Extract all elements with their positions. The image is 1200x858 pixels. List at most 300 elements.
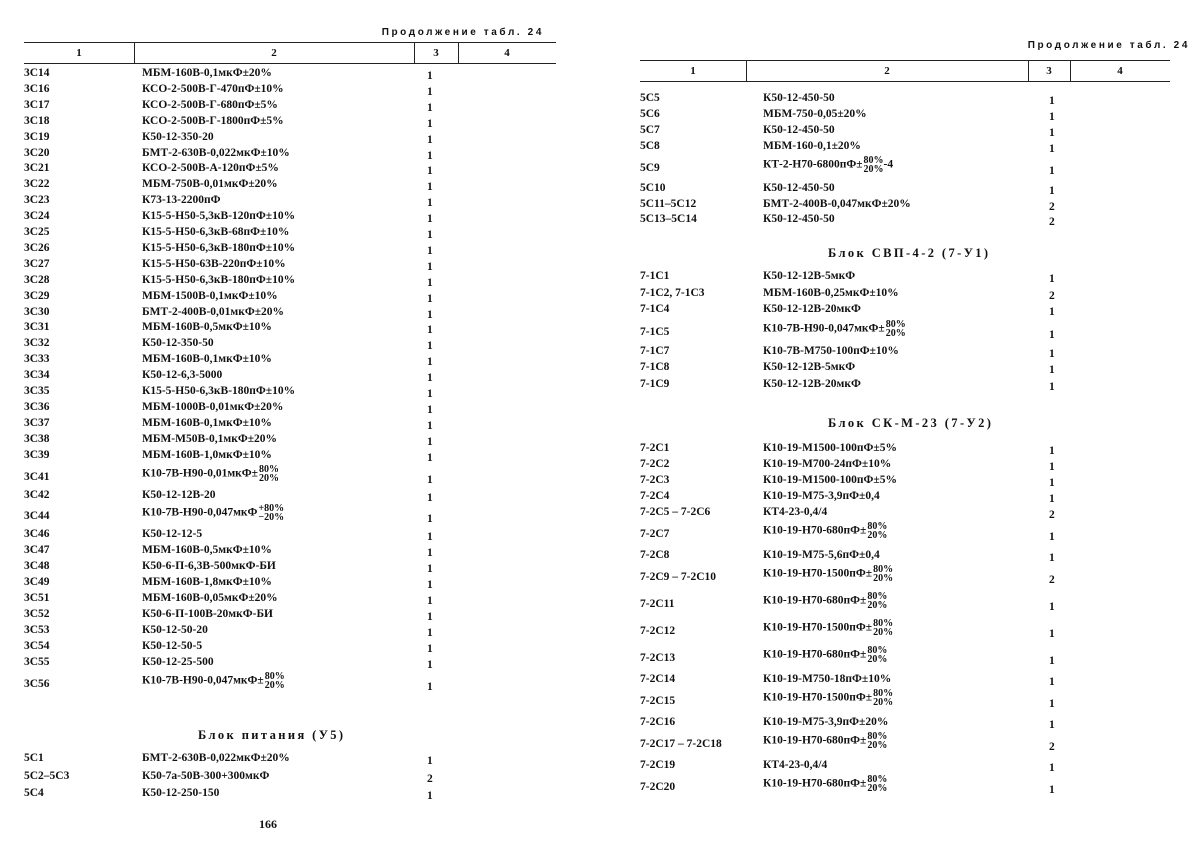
- table-row: [0, 337, 560, 353]
- table-row: [630, 522, 1200, 549]
- part-text: БМТ-2-630В-0,022мкФ±10%: [142, 146, 290, 159]
- part-text: К50-12-450-50: [763, 123, 835, 136]
- quantity: 1: [1049, 628, 1055, 640]
- quantity: 1: [427, 70, 433, 82]
- ref-designator: 3С32: [24, 337, 50, 350]
- part-spec: [763, 270, 855, 282]
- tolerance-lower: 20%: [867, 600, 888, 611]
- part-spec: [763, 108, 867, 120]
- part-spec: [142, 672, 285, 690]
- ref-designator: 3С49: [24, 576, 50, 589]
- tolerance-upper: 80%: [873, 618, 894, 629]
- quantity: 1: [427, 260, 433, 273]
- part-text: К50-12-6,3-5000: [142, 369, 223, 382]
- tolerance-lower: −20%: [258, 512, 285, 524]
- ref-designator: 7-2С20: [640, 781, 676, 793]
- ref-designator: 5С13–5С14: [640, 213, 697, 226]
- quantity: 1: [427, 101, 433, 114]
- quantity: 1: [1049, 719, 1055, 731]
- part-text: МБМ-160В-1,0мкФ±10%: [142, 448, 272, 461]
- quantity: 1: [1049, 364, 1055, 376]
- tolerance-upper: 80%: [863, 154, 884, 166]
- part-text: К50-12-50-20: [142, 623, 208, 636]
- part-spec: [142, 592, 278, 604]
- ref-designator: 3С35: [24, 385, 50, 397]
- ref-designator: 7-1С7: [640, 344, 670, 357]
- part-text: К50-12-12В-20мкФ: [763, 303, 861, 315]
- ref-designator: 3С37: [24, 416, 50, 429]
- part-text: К73-13-2200пФ: [142, 194, 221, 207]
- table-row: [630, 303, 1200, 320]
- table-row: [0, 385, 560, 401]
- table-row: [0, 640, 560, 656]
- table-row: [0, 83, 560, 99]
- part-spec: [763, 549, 880, 561]
- quantity: 1: [1049, 142, 1055, 155]
- part-spec: [142, 99, 278, 111]
- part-text: К50-12-450-50: [763, 181, 835, 194]
- quantity: 1: [427, 642, 433, 655]
- table-row: [630, 140, 1200, 156]
- table-row: [0, 592, 560, 608]
- part-spec: [763, 716, 888, 728]
- part-spec: [763, 182, 835, 194]
- ref-designator: 7-2С5 – 7-2С6: [640, 506, 711, 518]
- table-row: [0, 274, 560, 290]
- part-spec: [763, 320, 906, 338]
- part-text: К10-19-Н70-680пФ±: [763, 777, 867, 790]
- quantity: 1: [427, 213, 433, 226]
- quantity: 2: [1049, 200, 1055, 213]
- quantity: 1: [1049, 601, 1055, 613]
- part-spec: [142, 787, 219, 799]
- quantity: 1: [427, 356, 433, 369]
- part-text: К50-12-12В-20: [142, 488, 216, 501]
- ref-designator: 7-2С8: [640, 549, 670, 561]
- table-row: [0, 544, 560, 560]
- part-text: К15-5-Н50-6,3кВ-180пФ±10%: [142, 241, 296, 254]
- ref-designator: 7-1С8: [640, 361, 670, 373]
- part-spec: [763, 759, 827, 771]
- part-spec: [763, 474, 897, 486]
- part-spec: [142, 162, 279, 174]
- table-row: [630, 490, 1200, 506]
- tolerance-fraction: [873, 689, 893, 707]
- ref-designator: 3С23: [24, 194, 50, 207]
- ref-designator: 3С28: [24, 273, 50, 286]
- quantity: 1: [427, 473, 433, 486]
- part-text: МБМ-750-0,05±20%: [763, 107, 867, 120]
- table-row: [0, 306, 560, 322]
- ref-designator: 3С14: [24, 67, 50, 79]
- ref-designator: 3С33: [24, 353, 50, 366]
- part-text: К15-5-Н50-6,3кВ-68пФ±10%: [142, 226, 290, 238]
- part-text: КТ4-23-0,4/4: [763, 759, 828, 771]
- part-text: К50-12-50-5: [142, 639, 203, 652]
- quantity: 1: [1049, 477, 1055, 489]
- table-row: [630, 592, 1200, 619]
- table-row: [630, 619, 1200, 646]
- tolerance-upper: 80%: [873, 688, 894, 699]
- quantity: 1: [1049, 347, 1055, 360]
- table-row: [630, 759, 1200, 775]
- quantity: 1: [427, 388, 433, 400]
- table-row: [0, 210, 560, 226]
- part-spec: [763, 92, 835, 104]
- quantity: 1: [427, 181, 433, 194]
- quantity: 1: [427, 435, 433, 448]
- tolerance-fraction: [886, 320, 906, 338]
- ref-designator: 3С56: [24, 677, 50, 690]
- ref-designator: 3С42: [24, 488, 50, 501]
- tolerance-fraction: [258, 504, 284, 522]
- part-text: КСО-2-500В-А-120пФ±5%: [142, 162, 279, 175]
- ref-designator: 3С34: [24, 369, 50, 382]
- part-spec: [142, 115, 284, 127]
- quantity: 1: [427, 579, 433, 592]
- ref-designator: 3С27: [24, 257, 50, 270]
- part-spec: [763, 213, 835, 225]
- quantity: 2: [1049, 741, 1055, 753]
- header-col-2: 2: [884, 65, 890, 77]
- quantity: 1: [1049, 784, 1055, 796]
- part-spec: [142, 321, 272, 333]
- ref-designator: 3С55: [24, 655, 50, 668]
- ref-designator: 7-1С5: [640, 325, 670, 338]
- table-row: [630, 646, 1200, 673]
- table-header: [640, 60, 1170, 82]
- quantity: 2: [1049, 509, 1055, 521]
- header-col-4: 4: [504, 47, 510, 59]
- part-text: К50-12-250-150: [142, 787, 220, 799]
- part-text: К50-6-П-100В-20мкФ-БИ: [142, 607, 273, 620]
- ref-designator: 3С22: [24, 178, 50, 191]
- part-text: К10-19-М75-3,9пФ±0,4: [763, 490, 880, 502]
- part-text: К10-19-Н70-680пФ±: [763, 594, 867, 607]
- ref-designator: 3С16: [24, 82, 50, 95]
- part-text: МБМ-160В-0,1мкФ±10%: [142, 416, 272, 429]
- part-spec: [142, 489, 216, 501]
- quantity: 1: [1049, 552, 1055, 564]
- part-spec: [763, 490, 880, 502]
- quantity: 1: [1049, 676, 1055, 688]
- part-text: МБМ-1000В-0,01мкФ±20%: [142, 400, 284, 413]
- table-row: [630, 182, 1200, 198]
- part-spec: [763, 303, 861, 315]
- tolerance-lower: 20%: [867, 783, 888, 794]
- quantity: 1: [427, 308, 433, 321]
- tolerance-fraction: [873, 565, 893, 583]
- part-spec: [142, 576, 272, 588]
- part-text: К50-12-350-50: [142, 337, 214, 350]
- part-spec: [142, 656, 214, 668]
- quantity: 1: [1049, 306, 1055, 318]
- part-spec: [142, 83, 284, 95]
- ref-designator: 3С52: [24, 607, 50, 620]
- table-row: [0, 67, 560, 83]
- ref-designator: 3С18: [24, 114, 50, 127]
- part-text: МБМ-М50В-0,1мкФ±20%: [142, 432, 278, 445]
- ref-designator: 7-1С1: [640, 270, 670, 282]
- quantity: 1: [427, 790, 433, 802]
- header-col-1: 1: [690, 65, 696, 77]
- table-row: [0, 787, 560, 805]
- part-text: МБМ-160В-0,1мкФ±20%: [142, 67, 272, 79]
- quantity: 1: [1049, 493, 1055, 505]
- ref-designator: 5С10: [640, 181, 666, 194]
- ref-designator: 3С39: [24, 448, 50, 461]
- part-spec: [763, 378, 861, 390]
- table-row: [0, 369, 560, 385]
- quantity: 1: [1049, 698, 1055, 710]
- part-text: К15-5-Н50-6,3кВ-180пФ±10%: [142, 385, 296, 397]
- part-text: К50-12-450-50: [763, 213, 835, 226]
- quantity: 1: [427, 292, 433, 305]
- part-spec: [142, 306, 284, 318]
- table-row: [0, 672, 560, 696]
- ref-designator: 7-2С14: [640, 673, 676, 685]
- quantity: 2: [1049, 289, 1055, 302]
- part-spec: [142, 608, 273, 620]
- part-text: КСО-2-500В-Г-470пФ±10%: [142, 82, 284, 95]
- part-spec: [142, 433, 277, 445]
- quantity: 1: [1049, 380, 1055, 393]
- part-text: К10-19-М1500-100пФ±5%: [763, 442, 897, 454]
- ref-designator: 3С21: [24, 162, 50, 175]
- left-page: [0, 0, 560, 858]
- table-row: [0, 226, 560, 242]
- part-text: МБМ-160В-0,05мкФ±20%: [142, 592, 278, 604]
- part-spec: [763, 522, 887, 540]
- quantity: 1: [427, 117, 433, 130]
- quantity: 1: [427, 419, 433, 432]
- part-text: К50-12-25-500: [142, 655, 214, 668]
- table-row: [630, 673, 1200, 689]
- part-text: МБМ-1500В-0,1мкФ±10%: [142, 289, 278, 302]
- quantity: 1: [427, 165, 433, 178]
- table-row: [630, 270, 1200, 287]
- table-row: [630, 361, 1200, 378]
- quantity: 1: [1049, 273, 1055, 285]
- quantity: 1: [427, 149, 433, 162]
- part-text: МБМ-160В-0,5мкФ±10%: [142, 321, 272, 334]
- section-title: Блок СВП-4-2 (7-У1): [828, 246, 991, 260]
- page-number: 166: [259, 817, 277, 831]
- ref-designator: 3С46: [24, 528, 50, 541]
- table-row: [630, 549, 1200, 565]
- quantity: 2: [1049, 574, 1055, 586]
- ref-designator: 5С8: [640, 139, 660, 152]
- ref-designator: 3С44: [24, 510, 50, 523]
- tolerance-upper: 80%: [867, 521, 888, 532]
- table-row: [630, 92, 1200, 108]
- table-row: [0, 433, 560, 449]
- quantity: 1: [427, 563, 433, 576]
- part-spec: [142, 210, 295, 222]
- table-row: [630, 458, 1200, 474]
- part-spec: [142, 544, 272, 556]
- table-row: [0, 131, 560, 147]
- table-row: [0, 353, 560, 369]
- part-spec: [763, 673, 891, 685]
- ref-designator: 3С48: [24, 560, 50, 573]
- part-spec: [142, 274, 295, 286]
- table-row: [0, 417, 560, 433]
- tolerance-fraction: [867, 732, 887, 750]
- table-row: [0, 489, 560, 505]
- part-text: К10-19-М1500-100пФ±5%: [763, 474, 897, 486]
- part-spec: [763, 156, 893, 174]
- part-spec: [142, 465, 279, 483]
- tolerance-lower: 20%: [264, 679, 285, 691]
- part-text: К10-7В-Н90-0,047мкФ±: [763, 322, 885, 335]
- quantity: 1: [1049, 184, 1055, 197]
- part-spec: [142, 337, 214, 349]
- tolerance-lower: 20%: [867, 654, 888, 665]
- part-spec: [142, 178, 278, 190]
- table-row: [0, 258, 560, 274]
- quantity: 1: [1049, 95, 1055, 107]
- quantity: 1: [1049, 110, 1055, 123]
- part-text: МБМ-750В-0,01мкФ±20%: [142, 178, 278, 191]
- tolerance-lower: 20%: [863, 163, 884, 175]
- ref-designator: 7-2С16: [640, 716, 676, 728]
- part-text: К50-12-12В-5мкФ: [763, 270, 856, 282]
- table-row: [630, 775, 1200, 802]
- quantity: 2: [1049, 216, 1055, 229]
- ref-designator: 7-2С3: [640, 474, 670, 486]
- part-text: БМТ-2-630В-0,022мкФ±20%: [142, 752, 290, 764]
- part-spec: [763, 287, 899, 299]
- part-spec: [763, 345, 899, 357]
- part-spec: [142, 770, 269, 782]
- table-row: [630, 156, 1200, 182]
- table-row: [630, 716, 1200, 732]
- tolerance-fraction: [867, 522, 887, 540]
- part-text: К10-19-Н70-680пФ±: [763, 648, 867, 661]
- quantity: 1: [1049, 655, 1055, 667]
- tolerance-upper: 80%: [873, 564, 894, 575]
- table-row: [630, 108, 1200, 124]
- part-text: К50-12-12-5: [142, 528, 203, 541]
- ref-designator: 5С5: [640, 92, 660, 104]
- part-spec: [142, 752, 290, 764]
- continuation-label: Продолжение табл. 24: [381, 27, 544, 38]
- header-col-2: 2: [271, 47, 277, 59]
- ref-designator: 3С31: [24, 321, 50, 334]
- part-spec: [142, 560, 276, 572]
- tolerance-upper: +80%: [258, 503, 285, 515]
- table-row: [630, 287, 1200, 304]
- quantity: 1: [427, 610, 433, 623]
- part-spec: [142, 226, 289, 238]
- part-spec: [142, 401, 283, 413]
- header-col-3: 3: [433, 47, 439, 59]
- ref-designator: 7-2С9 – 7-2С10: [640, 571, 717, 583]
- tolerance-fraction: [265, 672, 285, 690]
- quantity: 1: [427, 244, 433, 257]
- table-row: [0, 528, 560, 544]
- ref-designator: 3С25: [24, 226, 50, 238]
- part-spec: [763, 442, 897, 454]
- part-spec: [763, 361, 855, 373]
- tolerance-upper: 80%: [885, 318, 906, 330]
- tolerance-upper: 80%: [258, 463, 279, 475]
- part-text: К10-19-Н70-1500пФ±: [763, 621, 873, 634]
- ref-designator: 5С9: [640, 161, 660, 174]
- table-header: [24, 42, 556, 64]
- ref-designator: 5С11–5С12: [640, 197, 697, 210]
- tolerance-upper: 80%: [867, 645, 888, 656]
- table-row: [0, 99, 560, 115]
- part-spec: [763, 619, 893, 637]
- ref-designator: 7-2С4: [640, 490, 670, 502]
- table-row: [0, 147, 560, 163]
- tolerance-upper: 80%: [867, 591, 888, 602]
- part-spec: [142, 504, 284, 522]
- tolerance-lower: 20%: [873, 627, 894, 638]
- part-text: МБМ-160В-0,5мкФ±10%: [142, 544, 272, 557]
- part-text: К10-19-Н70-1500пФ±: [763, 691, 873, 704]
- part-text: К10-19-М75-5,6пФ±0,4: [763, 549, 880, 561]
- tolerance-lower: 20%: [867, 740, 888, 751]
- ref-designator: 5С6: [640, 107, 660, 120]
- table-row: [630, 565, 1200, 592]
- part-spec: [763, 506, 827, 518]
- part-text: МБМ-160В-1,8мкФ±10%: [142, 576, 272, 589]
- ref-designator: 5С7: [640, 123, 660, 136]
- part-text: К15-5-Н50-63В-220пФ±10%: [142, 257, 286, 270]
- ref-designator: 3С47: [24, 544, 50, 557]
- quantity: 1: [427, 372, 433, 385]
- tolerance-lower: 20%: [873, 697, 894, 708]
- quantity: 1: [427, 229, 433, 241]
- table-row: [630, 474, 1200, 490]
- part-spec: [142, 258, 286, 270]
- ref-designator: 7-2С12: [640, 625, 676, 637]
- quantity: 1: [427, 491, 433, 504]
- part-text: К10-7В-Н90-0,047мкФ±: [142, 674, 264, 687]
- quantity: 1: [427, 85, 433, 98]
- quantity: 1: [427, 133, 433, 146]
- part-text: К10-7В-Н90-0,01мкФ±: [142, 467, 258, 480]
- part-spec: [763, 124, 835, 136]
- part-spec: [142, 385, 295, 397]
- ref-designator: 3С36: [24, 400, 50, 413]
- quantity: 1: [427, 626, 433, 639]
- quantity: 1: [427, 340, 433, 353]
- part-text: К10-7В-М750-100пФ±10%: [763, 344, 899, 357]
- tolerance-upper: 80%: [867, 774, 888, 785]
- quantity: 2: [427, 772, 433, 785]
- header-col-1: 1: [76, 47, 82, 59]
- table-row: [630, 378, 1200, 395]
- ref-designator: 3С38: [24, 432, 50, 445]
- tolerance-upper: 80%: [264, 670, 285, 682]
- part-text: КТ-2-Н70-6800пФ±: [763, 158, 863, 171]
- ref-designator: 3С29: [24, 289, 50, 302]
- table-row: [0, 178, 560, 194]
- ref-designator: 3С54: [24, 639, 50, 652]
- ref-designator: 3С30: [24, 305, 50, 318]
- table-row: [630, 506, 1200, 522]
- table-row: [0, 504, 560, 528]
- table-row: [630, 345, 1200, 362]
- table-row: [0, 401, 560, 417]
- ref-designator: 5С4: [24, 787, 44, 799]
- part-spec: [763, 775, 887, 793]
- part-text: К10-19-М75-3,9пФ±20%: [763, 716, 889, 728]
